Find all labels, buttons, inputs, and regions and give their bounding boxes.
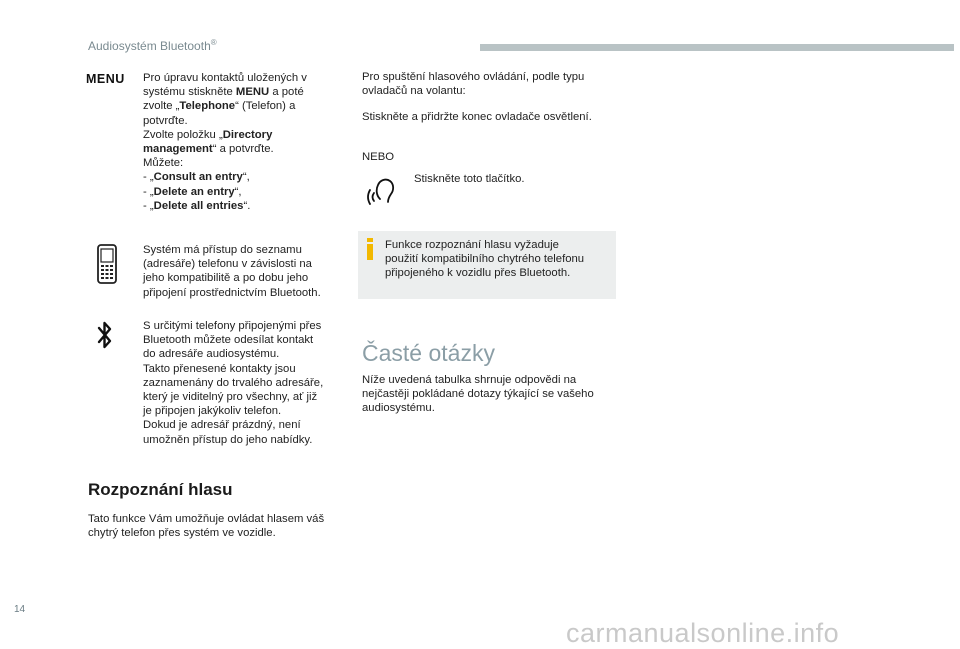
line: umožněn přístup do jeho nabídky.: [143, 433, 313, 446]
press-button-instruction: Stiskněte toto tlačítko.: [414, 173, 525, 185]
menu-keyword: MENU: [235, 86, 270, 99]
faq-intro: [362, 373, 594, 416]
list-item: [143, 199, 307, 213]
line: Dokud je adresář prázdný, není: [143, 419, 301, 432]
text: “ a potvrďte.: [212, 143, 274, 156]
line: chytrý telefon přes systém ve vozidle.: [88, 527, 276, 540]
page-number: 14: [14, 604, 26, 615]
line: [143, 142, 307, 156]
site-watermark: carmanualsonline.info: [566, 618, 840, 648]
bullet: - „: [143, 171, 154, 184]
line: je připojen jakýkoliv telefon.: [143, 405, 282, 418]
line: Níže uvedená tabulka shrnuje odpovědi na: [362, 374, 577, 386]
faq-heading: Časté otázky: [362, 340, 495, 366]
contacts-instructions: [143, 71, 307, 213]
list-item: [143, 185, 307, 199]
voice-command-button-icon: [366, 173, 402, 207]
management-keyword: management: [143, 143, 213, 156]
line: potvrďte.: [143, 114, 188, 127]
bullet: - „: [143, 199, 154, 212]
delete-all-entries-option: Delete all entries: [153, 199, 244, 212]
bluetooth-contact-transfer-note: [143, 319, 323, 447]
line: Takto přenesené kontakty jsou: [143, 362, 296, 375]
list-item: [143, 170, 307, 184]
line: audiosystému.: [362, 402, 435, 415]
telephone-keyword: Telephone: [179, 100, 236, 113]
menu-button-icon: MENU: [86, 72, 125, 86]
info-icon: [366, 238, 374, 260]
line: [143, 99, 307, 113]
line: ovladačů na volantu:: [362, 85, 466, 98]
bluetooth-icon: [96, 320, 114, 350]
directory-keyword: Directory: [222, 128, 273, 141]
line: který je viditelný pro všechny, ať již: [143, 391, 318, 404]
running-header-text: Audiosystém Bluetooth: [88, 39, 211, 53]
phonebook-access-note: [143, 243, 321, 300]
bullet: - „: [143, 185, 154, 198]
line: (adresáře) telefonu v závislosti na: [143, 258, 312, 271]
line: do adresáře audiosystému.: [143, 348, 280, 361]
voice-recognition-heading: Rozpoznání hlasu: [88, 480, 233, 499]
line: Funkce rozpoznání hlasu vyžaduje: [385, 239, 559, 251]
line: [143, 85, 307, 99]
text: Zvolte položku „: [143, 128, 223, 141]
line: připojení prostřednictvím Bluetooth.: [143, 286, 321, 299]
text: “ (Telefon) a: [235, 100, 296, 113]
voice-requirement-text: [385, 238, 584, 281]
text: “,: [242, 171, 250, 184]
text: “,: [234, 185, 242, 198]
line: Pro spuštění hlasového ovládání, podle typu: [362, 71, 585, 83]
registered-mark: ®: [210, 38, 217, 47]
text: zvolte „: [143, 100, 180, 113]
header-rule: [480, 44, 954, 51]
hold-lighting-stalk-instruction: Stiskněte a přidržte konec ovladače osvětlení.: [362, 111, 592, 123]
line: Systém má přístup do seznamu: [143, 244, 302, 256]
line: Tato funkce Vám umožňuje ovládat hlasem váš: [88, 513, 325, 525]
text: systému stiskněte: [143, 86, 236, 99]
line: Můžete:: [143, 157, 184, 170]
line: použití kompatibilního chytrého telefonu: [385, 253, 585, 266]
line: zaznamenány do trvalého adresáře,: [143, 376, 324, 389]
running-header: [88, 38, 217, 53]
delete-entry-option: Delete an entry: [153, 185, 235, 198]
line: jeho kompatibilitě a po dobu jeho: [143, 272, 309, 285]
line: Pro úpravu kontaktů uložených v: [143, 72, 307, 84]
voice-start-instructions: [362, 70, 584, 98]
line: Bluetooth můžete odesílat kontakt: [143, 334, 314, 347]
line: S určitými telefony připojenými přes: [143, 320, 322, 332]
voice-recognition-intro: [88, 512, 324, 540]
text: a poté: [269, 86, 304, 99]
mobile-phone-icon: [96, 244, 118, 284]
line: připojeného k vozidlu přes Bluetooth.: [385, 267, 571, 280]
line: nejčastěji pokládané dotazy týkající se vašeho: [362, 388, 594, 401]
line: [143, 128, 307, 142]
text: “.: [243, 199, 251, 212]
or-separator: NEBO: [362, 151, 395, 163]
consult-entry-option: Consult an entry: [153, 171, 243, 184]
